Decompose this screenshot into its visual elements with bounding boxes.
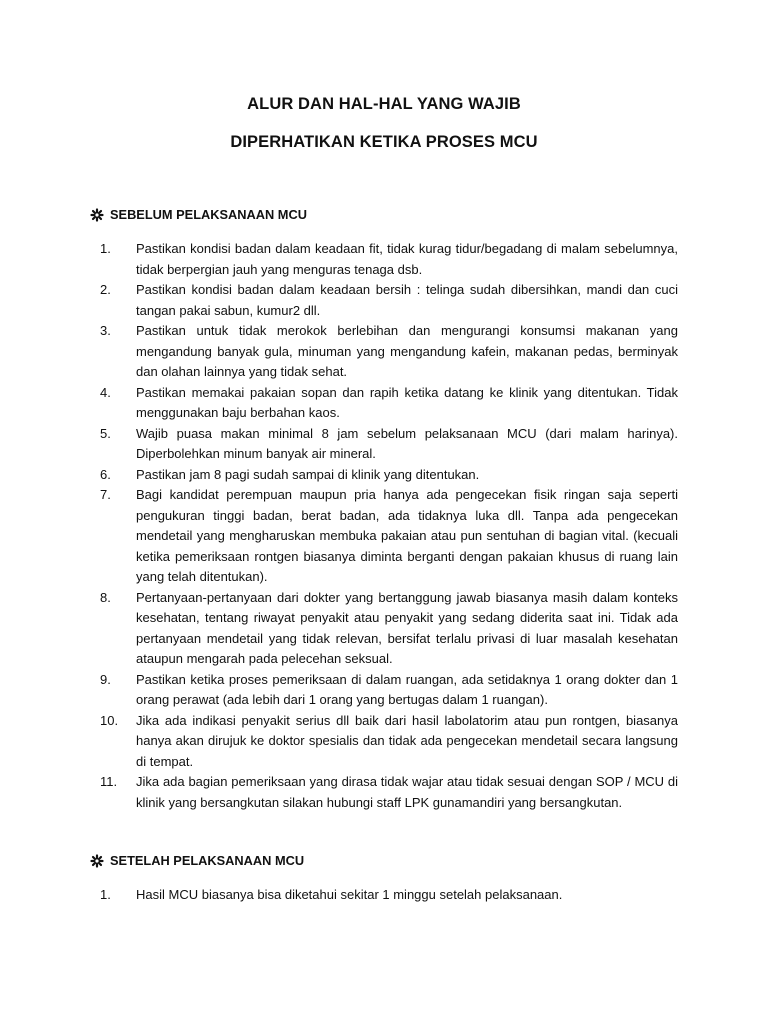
- list-item: [100, 280, 678, 321]
- list-item-number: 9.: [100, 671, 111, 687]
- list-item: [100, 588, 678, 670]
- list-item: [100, 465, 678, 486]
- list-item-number: 3.: [100, 323, 111, 338]
- list-item-number: 8.: [100, 589, 111, 605]
- list-item: [100, 485, 678, 588]
- list-item: [100, 772, 678, 813]
- list-item-number: 5.: [100, 425, 111, 441]
- list-item-text: Pastikan untuk tidak merokok berlebihan dan mengurangi konsumsi makanan yang mengandung banyak gula, minuman yang mengandung kafein, makanan pedas, berminyak dan olahan lainnya yang tidak sehat.: [136, 323, 678, 379]
- list-item-text: Pastikan kondisi badan dalam keadaan bersih : telinga sudah dibersihkan, mandi dan cuci tangan pakai sabun, kumur2 dll.: [136, 282, 678, 318]
- section-heading-label: SETELAH PELAKSANAAN MCU: [110, 853, 305, 868]
- list-item-text: Pastikan memakai pakaian sopan dan rapih ketika datang ke klinik yang ditentukan. Tidak menggunakan baju berbahan kaos.: [136, 384, 678, 420]
- list-item: [100, 383, 678, 424]
- list-item: [100, 670, 678, 711]
- list-item: [100, 711, 678, 773]
- list-item-text: Pastikan ketika proses pemeriksaan di dalam ruangan, ada setidaknya 1 orang dokter dan 1 orang perawat (ada lebih dari 1 orang yang bertugas dalam 1 ruangan).: [136, 671, 678, 707]
- list-item-text: Bagi kandidat perempuan maupun pria hanya ada pengecekan fisik ringan saja seperti pengukuran tinggi badan, berat badan, ada tidaknya luka dll. Tanpa ada pengecekan mendetail yang mengharuskan membuka pakaian atau pun sentuhan di bagian vital. (kecuali ketika pemeriksaan rontgen biasanya diminta berganti dengan pakaian khusus di ruang lain yang telah ditentukan).: [136, 487, 678, 584]
- section-heading-label: SEBELUM PELAKSANAAN MCU: [110, 207, 307, 222]
- list-item: [100, 239, 678, 280]
- list-item-number: 1.: [100, 241, 111, 256]
- list-item-number: 2.: [100, 282, 111, 297]
- list-item-text: Pastikan jam 8 pagi sudah sampai di klinik yang ditentukan.: [136, 466, 480, 482]
- section-heading-before-mcu: [90, 207, 307, 222]
- section-heading-after-mcu: [90, 853, 304, 868]
- list-item-number: 1.: [100, 887, 111, 902]
- list-item: [100, 424, 678, 465]
- list-item-text: Wajib puasa makan minimal 8 jam sebelum pelaksanaan MCU (dari malam harinya). Diperbolehkan minum banyak air mineral.: [136, 425, 678, 461]
- list-item-text: Hasil MCU biasanya bisa diketahui sekitar 1 minggu setelah pelaksanaan.: [136, 887, 563, 902]
- list-item-number: 7.: [100, 487, 111, 502]
- list-item-text: Jika ada bagian pemeriksaan yang dirasa tidak wajar atau tidak sesuai dengan SOP / MCU di klinik yang bersangkutan silakan hubungi staff LPK gunamandiri yang bersangkutan.: [136, 774, 678, 810]
- document-title-line-2: DIPERHATIKAN KETIKA PROSES MCU: [230, 133, 538, 151]
- document-title-line-1: ALUR DAN HAL-HAL YANG WAJIB: [247, 95, 521, 113]
- numbered-list-after-mcu: [100, 885, 678, 906]
- list-item-number: 4.: [100, 384, 111, 400]
- list-item-number: 11.: [100, 774, 118, 789]
- list-item-text: Jika ada indikasi penyakit serius dll baik dari hasil labolatorim atau pun rontgen, biasanya hanya akan dirujuk ke doktor spesialis dan tidak ada pengecekan mendetail secara langsung di tempat.: [136, 712, 678, 769]
- list-item: [100, 885, 678, 906]
- list-item-number: 6.: [100, 466, 111, 482]
- asterisk-flower-icon: [90, 854, 104, 868]
- list-item: [100, 321, 678, 383]
- numbered-list-before-mcu: [100, 239, 678, 813]
- asterisk-flower-icon: [90, 208, 104, 222]
- list-item-text: Pastikan kondisi badan dalam keadaan fit, tidak kurag tidur/begadang di malam sebelumnya, tidak berpergian jauh yang menguras tenaga dsb.: [136, 241, 678, 277]
- list-item-number: 10.: [100, 712, 119, 728]
- list-item-text: Pertanyaan-pertanyaan dari dokter yang bertanggung jawab biasanya masih dalam konteks kesehatan, tentang riwayat penyakit atau penyakit yang sedang diderita saat ini. Tidak ada pertanyaan mendetail yang tidak relevan, bersifat terlalu privasi di luar masalah kesehatan ataupun mengarah pada pelecehan seksual.: [136, 589, 678, 666]
